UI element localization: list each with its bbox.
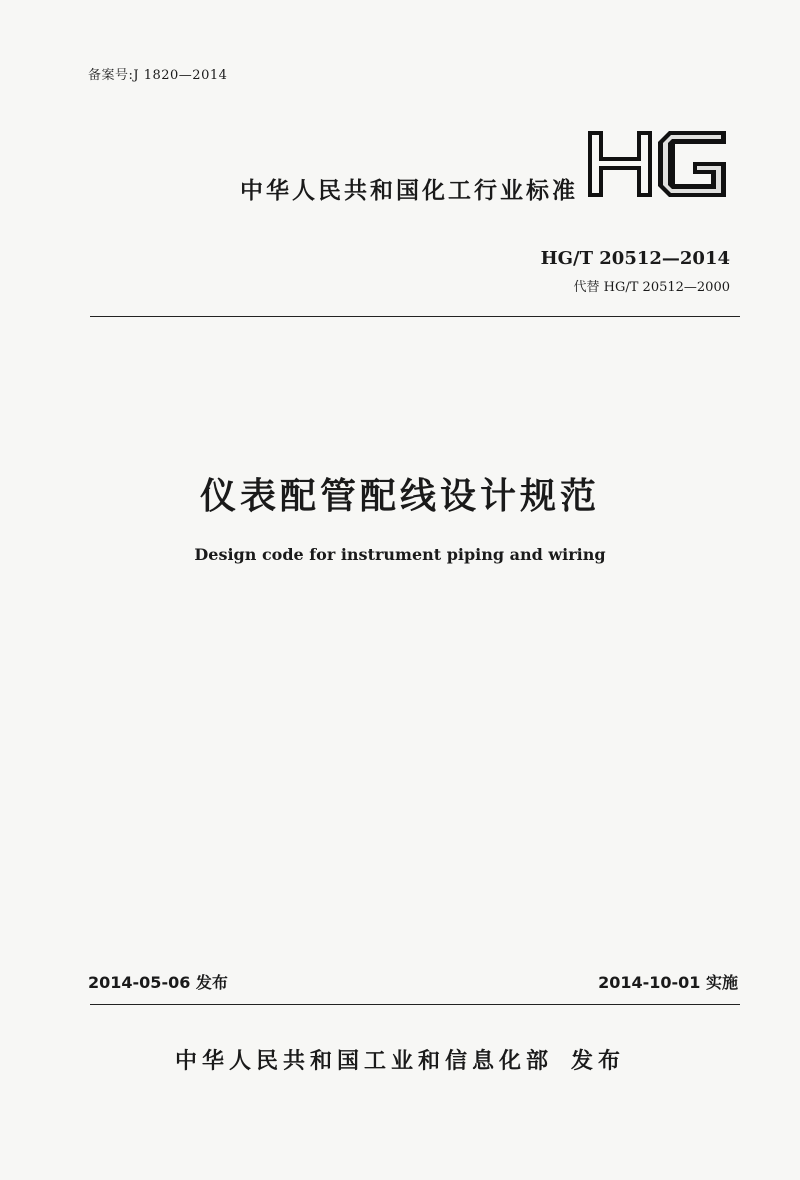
publisher-action: 发布 [571,1049,626,1074]
top-divider [90,316,740,317]
logo-letter-g [658,131,726,197]
bottom-divider [90,1004,740,1005]
publisher-name: 中华人民共和国工业和信息化部 [174,1049,553,1074]
standard-type-heading: 中华人民共和国化工行业标准 [240,178,578,204]
title-english: Design code for instrument piping and wiring [194,545,606,564]
title-chinese: 仪表配管配线设计规范 [199,476,600,517]
publisher-line [0,1044,800,1075]
standard-code: HG/T 20512—2014 [540,248,730,269]
replaces-code: 代替 HG/T 20512—2000 [573,280,730,295]
implementation-date: 2014-10-01 实施 [598,973,738,992]
logo-letter-h [588,131,652,197]
issue-date: 2014-05-06 发布 [88,973,228,992]
record-number: 备案号:J 1820—2014 [88,68,228,83]
hg-logo [587,130,727,198]
